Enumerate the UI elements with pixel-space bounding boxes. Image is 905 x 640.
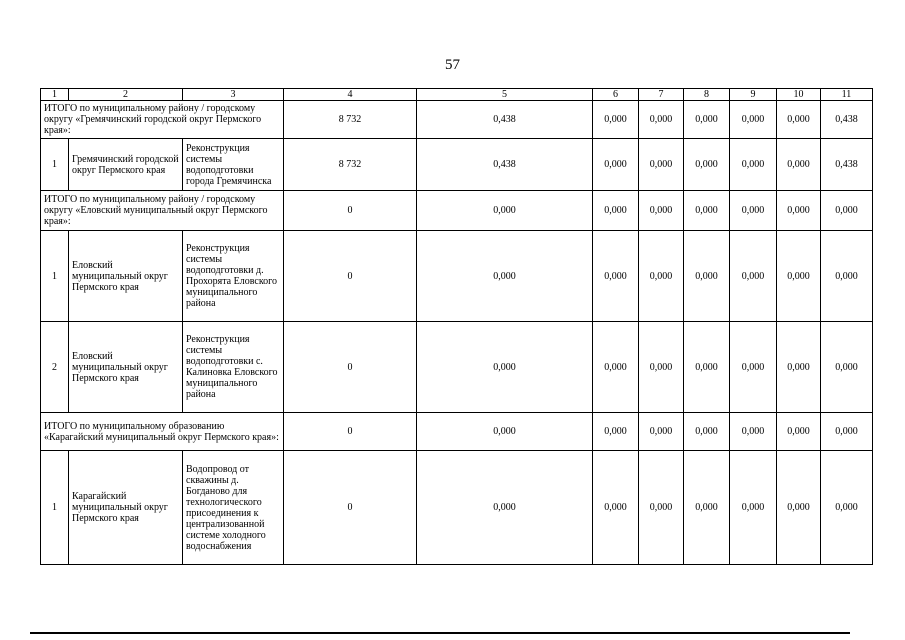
value-cell: 0,000 bbox=[777, 451, 821, 565]
value-cell: 0,000 bbox=[684, 451, 730, 565]
column-number: 7 bbox=[639, 89, 684, 101]
project-cell: Реконструкция системы водоподготовки с. Калиновка Еловского муниципального района bbox=[183, 322, 284, 413]
value-cell: 0,000 bbox=[593, 139, 639, 191]
value-cell: 0,000 bbox=[684, 191, 730, 231]
total-label: ИТОГО по муниципальному району / городскому округу «Еловский муниципальный округ Пермского края»: bbox=[41, 191, 284, 231]
column-number: 9 bbox=[730, 89, 777, 101]
value-cell: 8 732 bbox=[284, 101, 417, 139]
value-cell: 0,000 bbox=[730, 101, 777, 139]
value-cell: 0 bbox=[284, 413, 417, 451]
value-cell: 0,000 bbox=[417, 413, 593, 451]
municipality-cell: Гремячинский городской округ Пермского края bbox=[69, 139, 183, 191]
value-cell: 0,000 bbox=[821, 322, 873, 413]
value-cell: 0,000 bbox=[821, 231, 873, 322]
value-cell: 0 bbox=[284, 231, 417, 322]
footer-rule bbox=[30, 632, 850, 634]
value-cell: 0,000 bbox=[777, 231, 821, 322]
value-cell: 0,000 bbox=[684, 101, 730, 139]
value-cell: 0,000 bbox=[777, 413, 821, 451]
value-cell: 0,000 bbox=[777, 139, 821, 191]
value-cell: 0,000 bbox=[777, 191, 821, 231]
column-number: 11 bbox=[821, 89, 873, 101]
value-cell: 0,000 bbox=[684, 231, 730, 322]
row-number: 2 bbox=[41, 322, 69, 413]
value-cell: 0,000 bbox=[593, 231, 639, 322]
value-cell: 0,438 bbox=[417, 101, 593, 139]
table-row bbox=[41, 139, 873, 191]
value-cell: 0,000 bbox=[417, 322, 593, 413]
value-cell: 0,000 bbox=[639, 451, 684, 565]
value-cell: 8 732 bbox=[284, 139, 417, 191]
value-cell: 0,000 bbox=[593, 451, 639, 565]
value-cell: 0 bbox=[284, 191, 417, 231]
column-number: 10 bbox=[777, 89, 821, 101]
value-cell: 0,000 bbox=[777, 101, 821, 139]
page-number: 57 bbox=[445, 57, 460, 73]
value-cell: 0,000 bbox=[639, 413, 684, 451]
value-cell: 0,000 bbox=[593, 101, 639, 139]
table-row bbox=[41, 451, 873, 565]
table-row bbox=[41, 231, 873, 322]
value-cell: 0 bbox=[284, 322, 417, 413]
total-label: ИТОГО по муниципальному образованию «Карагайский муниципальный округ Пермского края»: bbox=[41, 413, 284, 451]
value-cell: 0,438 bbox=[821, 101, 873, 139]
value-cell: 0,000 bbox=[417, 451, 593, 565]
municipality-cell: Карагайский муниципальный округ Пермского края bbox=[69, 451, 183, 565]
table-row bbox=[41, 322, 873, 413]
total-row bbox=[41, 413, 873, 451]
municipality-cell: Еловский муниципальный округ Пермского края bbox=[69, 231, 183, 322]
column-number: 3 bbox=[183, 89, 284, 101]
value-cell: 0,000 bbox=[639, 139, 684, 191]
project-cell: Реконструкция системы водоподготовки д. Прохорята Еловского муниципального района bbox=[183, 231, 284, 322]
total-label: ИТОГО по муниципальному району / городскому округу «Гремячинский городской округ Пермского края»: bbox=[41, 101, 284, 139]
value-cell: 0,000 bbox=[593, 413, 639, 451]
value-cell: 0,000 bbox=[730, 322, 777, 413]
value-cell: 0,000 bbox=[639, 191, 684, 231]
value-cell: 0,000 bbox=[639, 231, 684, 322]
project-cell: Водопровод от скважины д. Богданово для технологического присоединения к централизованной системе холодного водоснабжения bbox=[183, 451, 284, 565]
value-cell: 0,000 bbox=[730, 451, 777, 565]
value-cell: 0,000 bbox=[730, 139, 777, 191]
value-cell: 0,000 bbox=[730, 191, 777, 231]
value-cell: 0,000 bbox=[417, 231, 593, 322]
municipality-cell: Еловский муниципальный округ Пермского края bbox=[69, 322, 183, 413]
value-cell: 0,000 bbox=[821, 451, 873, 565]
project-cell: Реконструкция системы водоподготовки города Гремячинска bbox=[183, 139, 284, 191]
column-number: 8 bbox=[684, 89, 730, 101]
column-number: 1 bbox=[41, 89, 69, 101]
value-cell: 0,000 bbox=[684, 139, 730, 191]
value-cell: 0,000 bbox=[639, 322, 684, 413]
row-number: 1 bbox=[41, 451, 69, 565]
value-cell: 0,000 bbox=[684, 322, 730, 413]
value-cell: 0,000 bbox=[417, 191, 593, 231]
row-number: 1 bbox=[41, 139, 69, 191]
value-cell: 0,000 bbox=[593, 322, 639, 413]
value-cell: 0,000 bbox=[777, 322, 821, 413]
value-cell: 0,000 bbox=[821, 191, 873, 231]
total-row bbox=[41, 101, 873, 139]
column-number: 6 bbox=[593, 89, 639, 101]
value-cell: 0,438 bbox=[417, 139, 593, 191]
value-cell: 0,000 bbox=[639, 101, 684, 139]
column-number: 5 bbox=[417, 89, 593, 101]
value-cell: 0,438 bbox=[821, 139, 873, 191]
value-cell: 0,000 bbox=[593, 191, 639, 231]
column-number: 2 bbox=[69, 89, 183, 101]
value-cell: 0,000 bbox=[730, 231, 777, 322]
value-cell: 0 bbox=[284, 451, 417, 565]
row-number: 1 bbox=[41, 231, 69, 322]
value-cell: 0,000 bbox=[684, 413, 730, 451]
data-table bbox=[40, 88, 873, 565]
total-row bbox=[41, 191, 873, 231]
column-number: 4 bbox=[284, 89, 417, 101]
value-cell: 0,000 bbox=[821, 413, 873, 451]
value-cell: 0,000 bbox=[730, 413, 777, 451]
column-number-row bbox=[41, 89, 873, 101]
